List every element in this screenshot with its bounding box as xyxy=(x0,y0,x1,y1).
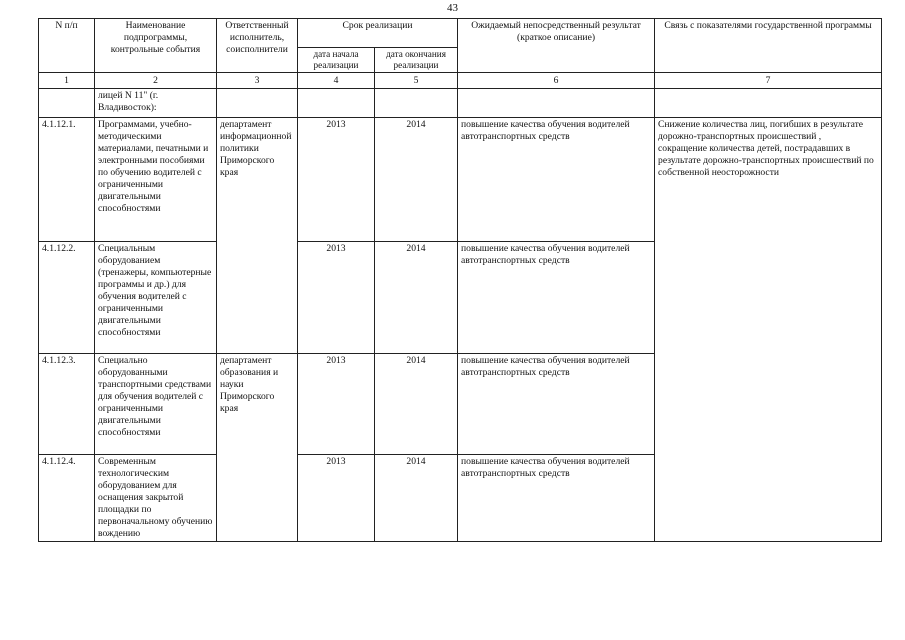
header-num: N п/п xyxy=(39,19,95,73)
row-num: 4.1.12.4. xyxy=(39,455,95,542)
row-end: 2014 xyxy=(375,354,458,455)
column-number: 2 xyxy=(95,73,217,89)
row-name: Специально оборудованными транспортными средствами для обучения водителей с ограниченными двигательными способностями xyxy=(95,354,217,455)
row-end: 2014 xyxy=(375,118,458,242)
header-row xyxy=(39,19,882,48)
column-number: 3 xyxy=(217,73,298,89)
row-num: 4.1.12.2. xyxy=(39,242,95,354)
row-num: 4.1.12.1. xyxy=(39,118,95,242)
row-name: Программами, учебно-методическими материалами, печатными и электронными пособиями по обучению водителей с ограниченными двигательными способностями xyxy=(95,118,217,242)
column-number: 7 xyxy=(655,73,882,89)
row-responsible: департамент информационной политики Приморского края xyxy=(217,118,298,354)
page-number: 43 xyxy=(447,2,458,14)
header-link: Связь с показателями государственной программы xyxy=(655,19,882,73)
program-table xyxy=(38,18,882,542)
row-start: 2013 xyxy=(298,354,375,455)
row-result: повышение качества обучения водителей автотранспортных средств xyxy=(458,242,655,354)
row-name: Специальным оборудованием (тренажеры, компьютерные программы и др.) для обучения водителей с ограниченными двигательными способностями xyxy=(95,242,217,354)
row-start: 2013 xyxy=(298,118,375,242)
row-name: Современным технологическим оборудованием для оснащения закрытой площадки по первоначальному обучению вождению xyxy=(95,455,217,542)
header-result: Ожидаемый непосредственный результат (краткое описание) xyxy=(458,19,655,73)
header-responsible: Ответственный исполнитель, соисполнители xyxy=(217,19,298,73)
row-end: 2014 xyxy=(375,242,458,354)
column-number: 1 xyxy=(39,73,95,89)
continuation-name: лицей N 11" (г. Владивосток): xyxy=(95,89,217,118)
row-result: повышение качества обучения водителей автотранспортных средств xyxy=(458,455,655,542)
row-start: 2013 xyxy=(298,242,375,354)
header-start: дата начала реализации xyxy=(298,48,375,73)
row-responsible: департамент образования и науки Приморского края xyxy=(217,354,298,542)
column-number: 5 xyxy=(375,73,458,89)
row-num: 4.1.12.3. xyxy=(39,354,95,455)
row-end: 2014 xyxy=(375,455,458,542)
continuation-row xyxy=(39,89,882,118)
row-result: повышение качества обучения водителей автотранспортных средств xyxy=(458,118,655,242)
column-number: 4 xyxy=(298,73,375,89)
row-start: 2013 xyxy=(298,455,375,542)
header-end: дата окончания реализации xyxy=(375,48,458,73)
column-number: 6 xyxy=(458,73,655,89)
header-period: Срок реализации xyxy=(298,19,458,48)
table-row xyxy=(39,118,882,242)
header-name: Наименование подпрограммы, контрольные события xyxy=(95,19,217,73)
row-result: повышение качества обучения водителей автотранспортных средств xyxy=(458,354,655,455)
row-link: Снижение количества лиц, погибших в результате дорожно-транспортных происшествий , сокращение количества детей, пострадавших в результате дорожно-транспортных происшествий по собственной неосторожности xyxy=(655,118,882,542)
column-numbers-row xyxy=(39,73,882,89)
